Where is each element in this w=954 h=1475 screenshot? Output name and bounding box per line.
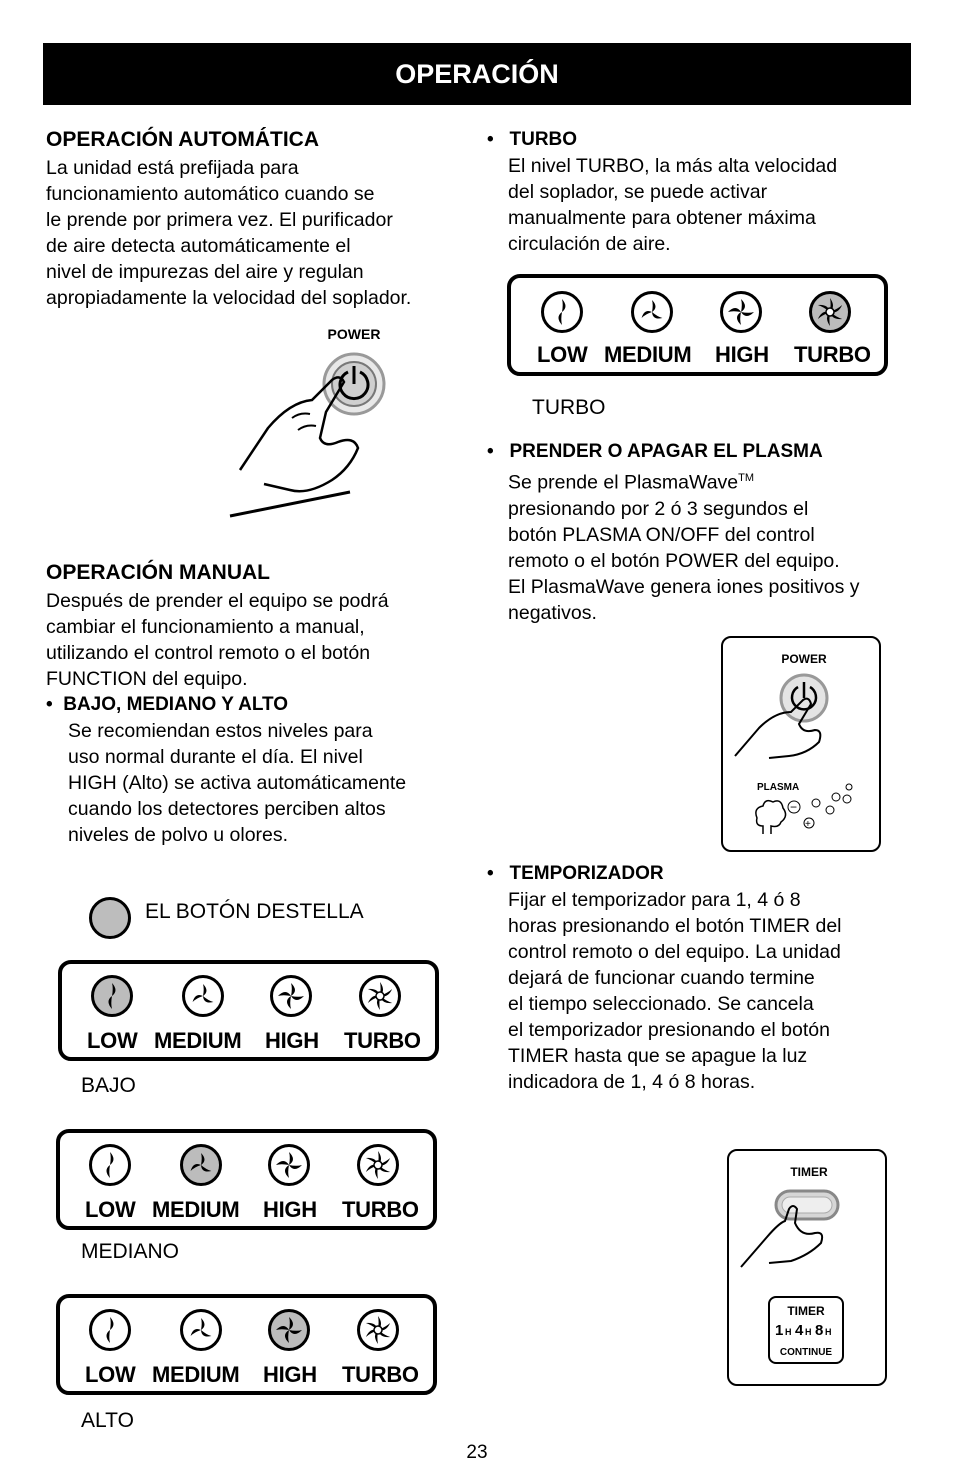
fan-low-icon — [90, 974, 134, 1018]
text-line: Se prende el PlasmaWave™ — [508, 471, 755, 494]
label-low: LOW — [87, 1028, 138, 1053]
svg-text:8: 8 — [815, 1322, 824, 1339]
label-high: HIGH — [263, 1362, 317, 1387]
text-line: botón PLASMA ON/OFF del control — [508, 523, 815, 546]
fan-medium-icon — [630, 290, 674, 334]
fan-high-icon — [267, 1143, 311, 1187]
power-button-illustration — [220, 320, 400, 525]
text-line: utilizando el control remoto o el botón — [46, 642, 371, 664]
text-line: La unidad está prefijada para — [46, 157, 299, 179]
text-line: circulación de aire. — [508, 233, 671, 255]
bullet-speeds: • BAJO, MEDIANO Y ALTO — [46, 694, 289, 715]
text-line: de aire detecta automáticamente el — [46, 235, 351, 257]
timer-panel — [727, 1149, 887, 1386]
plasma-paragraph — [508, 465, 860, 626]
bullet-turbo: • TURBO — [487, 129, 578, 150]
bullet-timer: • TEMPORIZADOR — [487, 863, 664, 884]
caption-bajo: BAJO — [81, 1074, 136, 1097]
text-line: niveles de polvo u olores. — [68, 824, 289, 846]
timer-display-title: TIMER — [787, 1304, 825, 1318]
svg-text:H: H — [825, 1327, 832, 1337]
text-line: le prende por primera vez. El purificador — [46, 209, 393, 231]
label-turbo: TURBO — [342, 1197, 419, 1222]
manual-paragraph — [46, 588, 389, 692]
fan-high-icon — [719, 290, 763, 334]
auto-paragraph — [46, 155, 411, 311]
text-line: dejará de funcionar cuando termine — [508, 967, 815, 989]
auto-heading: OPERACIÓN AUTOMÁTICA — [46, 128, 319, 151]
fan-high-icon — [269, 974, 313, 1018]
label-high: HIGH — [715, 342, 769, 367]
text-line: Se recomiendan estos niveles para — [68, 720, 373, 742]
label-turbo: TURBO — [344, 1028, 421, 1053]
timer-continue: CONTINUE — [779, 1347, 833, 1358]
bullet-title: TURBO — [509, 129, 578, 150]
trademark: TM — [738, 472, 755, 484]
bullet-title: BAJO, MEDIANO Y ALTO — [63, 694, 289, 715]
turbo-paragraph — [508, 153, 837, 257]
power-label: POWER — [781, 652, 827, 666]
label-low: LOW — [537, 342, 588, 367]
text-line: uso normal durante el día. El nivel — [68, 746, 363, 768]
text-line: cambiar el funcionamiento a manual, — [46, 616, 365, 638]
plasma-label: PLASMA — [757, 782, 800, 793]
fan-medium-icon — [179, 1143, 223, 1187]
fan-low-icon — [540, 290, 584, 334]
text-line: cuando los detectores perciben altos — [68, 798, 386, 820]
timer-paragraph — [508, 887, 842, 1095]
svg-text:−: − — [790, 800, 798, 814]
text-line: negativos. — [508, 601, 597, 624]
tree-icon — [756, 801, 786, 834]
fan-turbo-icon — [358, 974, 402, 1018]
svg-text:H: H — [805, 1327, 812, 1337]
manual-heading: OPERACIÓN MANUAL — [46, 561, 270, 584]
fan-high-icon — [267, 1308, 311, 1352]
text-line: el temporizador presionando el botón — [508, 1019, 830, 1041]
svg-text:1: 1 — [775, 1322, 784, 1339]
fan-panel-turbo — [507, 274, 888, 376]
fan-turbo-icon — [808, 290, 852, 334]
svg-text:H: H — [785, 1327, 792, 1337]
bullet-title: TEMPORIZADOR — [509, 863, 664, 884]
plasma-panel — [721, 636, 881, 852]
label-medium: MEDIUM — [154, 1028, 242, 1053]
fan-low-icon — [88, 1308, 132, 1352]
label-low: LOW — [85, 1362, 136, 1387]
label-low: LOW — [85, 1197, 136, 1222]
fan-turbo-icon — [356, 1143, 400, 1187]
text-line: indicadora de 1, 4 ó 8 horas. — [508, 1071, 756, 1093]
timer-panel-illustration — [729, 1151, 885, 1384]
fan-medium-icon — [181, 974, 225, 1018]
label-medium: MEDIUM — [152, 1197, 240, 1222]
fan-low-icon — [88, 1143, 132, 1187]
text-line: presionando por 2 ó 3 segundos el — [508, 497, 809, 520]
flash-indicator-icon — [89, 897, 131, 939]
text-line: del soplador, se puede activar — [508, 181, 768, 203]
caption-turbo: TURBO — [532, 396, 606, 419]
text-line: FUNCTION del equipo. — [46, 668, 248, 690]
label-high: HIGH — [265, 1028, 319, 1053]
text-line: el tiempo seleccionado. Se cancela — [508, 993, 814, 1015]
page-number: 23 — [466, 1442, 488, 1463]
fan-panel-medium — [56, 1129, 437, 1230]
caption-alto: ALTO — [81, 1409, 134, 1432]
label-high: HIGH — [263, 1197, 317, 1222]
text-line: control remoto o del equipo. La unidad — [508, 941, 841, 963]
label-medium: MEDIUM — [604, 342, 692, 367]
fan-panel-low — [58, 960, 439, 1061]
fan-turbo-icon — [356, 1308, 400, 1352]
text-line: nivel de impurezas del aire y regulan — [46, 261, 364, 283]
fan-medium-icon — [179, 1308, 223, 1352]
text-line: El nivel TURBO, la más alta velocidad — [508, 155, 838, 177]
section-banner — [43, 43, 911, 105]
text-line: Fijar el temporizador para 1, 4 ó 8 — [508, 889, 801, 911]
label-turbo: TURBO — [794, 342, 871, 367]
svg-text:4: 4 — [795, 1322, 804, 1339]
label-medium: MEDIUM — [152, 1362, 240, 1387]
text-line: funcionamiento automático cuando se — [46, 183, 375, 205]
speeds-paragraph — [68, 718, 406, 848]
bullet-plasma: • PRENDER O APAGAR EL PLASMA — [487, 441, 823, 462]
power-label: POWER — [327, 326, 381, 342]
text-line: Después de prender el equipo se podrá — [46, 590, 389, 612]
text-line: TIMER hasta que se apague la luz — [508, 1045, 808, 1067]
bullet-title: PRENDER O APAGAR EL PLASMA — [509, 441, 823, 462]
svg-text:+: + — [805, 819, 811, 830]
text-line: HIGH (Alto) se activa automáticamente — [68, 772, 407, 794]
text-line: El PlasmaWave genera iones positivos y — [508, 575, 860, 598]
plasma-panel-illustration — [723, 638, 879, 850]
section-title: OPERACIÓN — [395, 58, 559, 89]
text-line: apropiadamente la velocidad del soplador. — [46, 287, 412, 309]
text-line: horas presionando el botón TIMER del — [508, 915, 842, 937]
flash-label: EL BOTÓN DESTELLA — [145, 900, 364, 923]
fan-panel-high — [56, 1294, 437, 1395]
text-line: manualmente para obtener máxima — [508, 207, 816, 229]
text-line: remoto o el botón POWER del equipo. — [508, 549, 840, 572]
label-turbo: TURBO — [342, 1362, 419, 1387]
timer-button-label: TIMER — [790, 1165, 828, 1179]
caption-mediano: MEDIANO — [81, 1240, 180, 1263]
